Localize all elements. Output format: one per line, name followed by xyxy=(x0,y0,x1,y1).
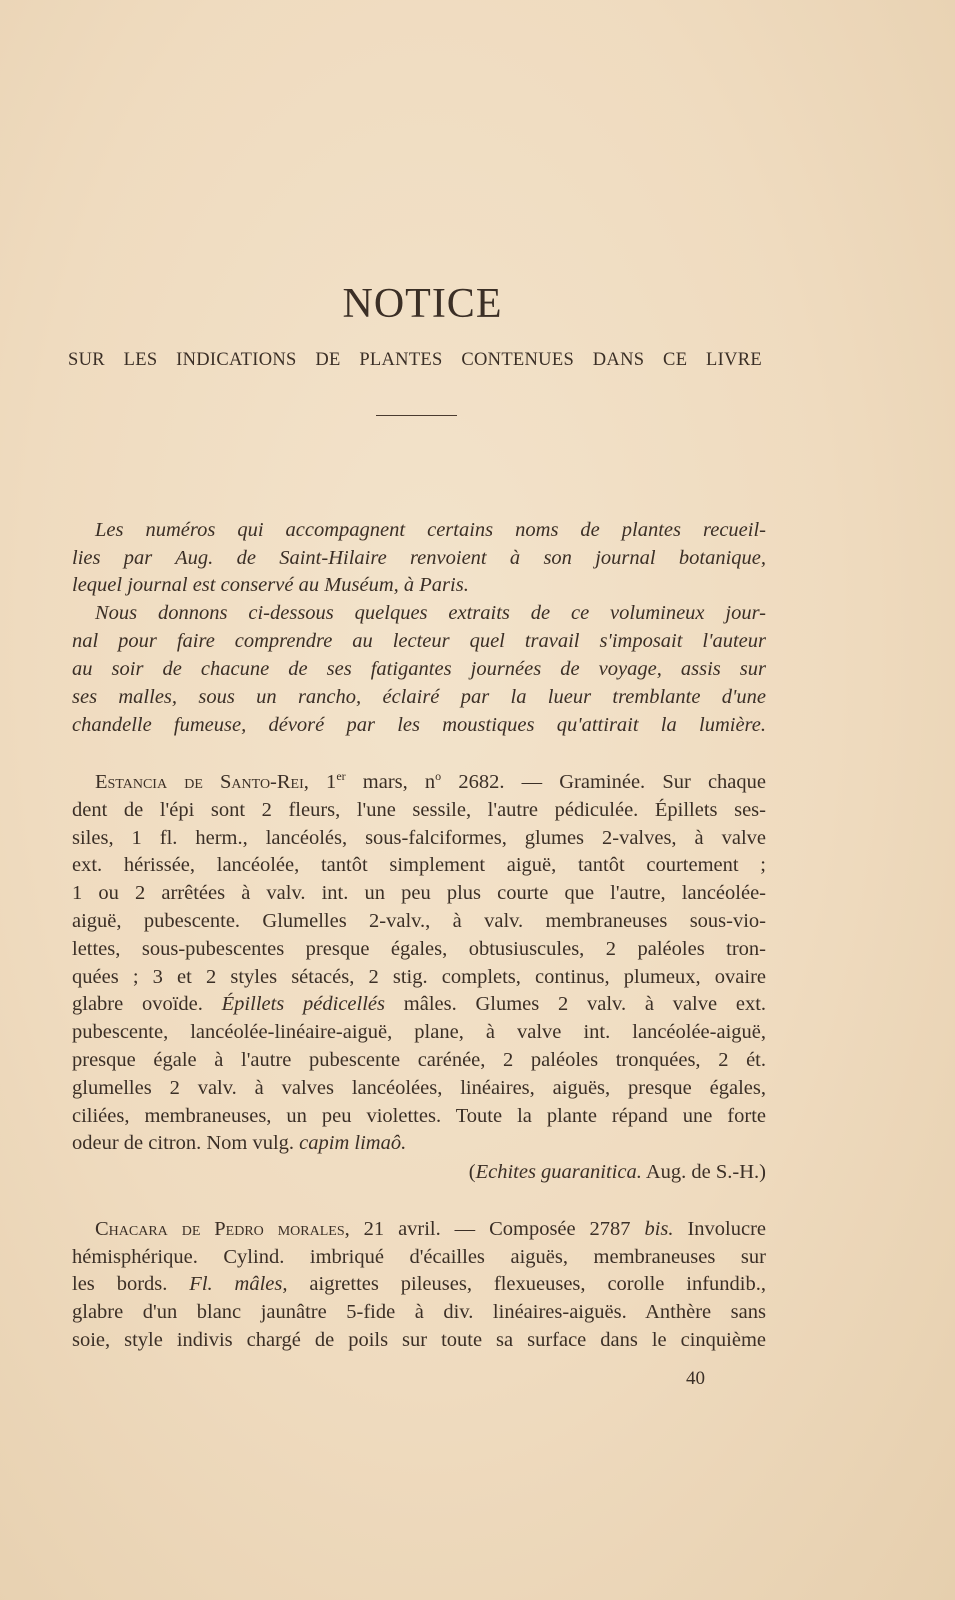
paragraph-1-line xyxy=(95,518,766,542)
text-segment: Aug. de S.-H.) xyxy=(641,1161,766,1183)
paragraph-4-line xyxy=(72,1272,766,1296)
text-segment: bis. xyxy=(644,1218,674,1240)
paragraph-2-line xyxy=(95,601,766,625)
text-segment: Les numéros qui accompagnent certains noms de plantes recueil- xyxy=(95,519,766,541)
text-segment: ses malles, sous un rancho, éclairé par la lueur tremblante d'une xyxy=(72,686,766,708)
text-segment: , 21 avril. — Composée 2787 xyxy=(344,1218,645,1240)
text-segment: presque égale à l'autre pubescente carénée, 2 paléoles tronquées, 2 ét. xyxy=(72,1049,766,1071)
text-segment: glabre d'un blanc jaunâtre 5-fide à div. linéaires-aiguës. Anthère sans xyxy=(72,1301,766,1323)
text-segment: nal pour faire comprendre au lecteur quel travail s'imposait l'auteur xyxy=(72,630,766,652)
paragraph-3-line xyxy=(72,798,766,822)
text-segment: Chacara de Pedro morales xyxy=(95,1218,345,1240)
text-segment: Épillets pédicellés xyxy=(221,993,386,1015)
text-segment: aigrettes pileuses, flexueuses, corolle infundib., xyxy=(287,1273,767,1295)
text-segment: , 1 xyxy=(303,771,337,793)
text-segment: Involucre xyxy=(673,1218,766,1240)
text-segment: Echites guaranitica. xyxy=(475,1161,642,1183)
paragraph-3-line xyxy=(72,965,766,989)
text-segment: 1 ou 2 arrêtées à valv. int. un peu plus courte que l'autre, lancéolée- xyxy=(72,882,766,904)
text-segment: les bords. xyxy=(72,1273,190,1295)
text-segment: pubescente, lancéolée-linéaire-aiguë, plane, à valve int. lancéolée-aiguë, xyxy=(72,1021,766,1043)
page-number: 40 xyxy=(686,1368,705,1389)
page-subtitle: SUR LES INDICATIONS DE PLANTES CONTENUES DANS CE LIVRE xyxy=(68,350,762,370)
text-segment: dent de l'épi sont 2 fleurs, l'une sessile, l'autre pédiculée. Épillets ses- xyxy=(72,799,766,821)
text-segment: ciliées, membraneuses, un peu violettes. Toute la plante répand une forte xyxy=(72,1105,766,1127)
paragraph-3-line xyxy=(72,1020,766,1044)
text-segment: soie, style indivis chargé de poils sur toute sa surface dans le cinquième xyxy=(72,1329,766,1351)
paragraph-3-line xyxy=(72,1131,766,1155)
paragraph-3-line xyxy=(72,1076,766,1100)
text-segment: chandelle fumeuse, dévoré par les moustiques qu'attirait la lumière. xyxy=(72,714,766,736)
text-segment: au soir de chacune de ses fatigantes journées de voyage, assis sur xyxy=(72,658,766,680)
paragraph-4-line xyxy=(72,1300,766,1324)
text-segment: Estancia de Santo-Rei xyxy=(95,771,304,793)
paragraph-1-line xyxy=(72,546,766,570)
text-segment: ( xyxy=(468,1161,476,1183)
paragraph-3-line xyxy=(72,1048,766,1072)
text-segment: mâles. Glumes 2 valv. à valve ext. xyxy=(385,993,767,1015)
text-segment: hémisphérique. Cylind. imbriqué d'écailles aiguës, membraneuses sur xyxy=(72,1246,766,1268)
paragraph-2-line xyxy=(72,713,766,737)
paragraph-3-line xyxy=(72,1160,766,1184)
paragraph-3-line xyxy=(72,826,766,850)
paragraph-2-line xyxy=(72,685,766,709)
paragraph-3-line xyxy=(72,1104,766,1128)
text-segment: lies par Aug. de Saint-Hilaire renvoient à son journal botanique, xyxy=(72,547,766,569)
text-segment: glumelles 2 valv. à valves lancéolées, linéaires, aiguës, presque égales, xyxy=(72,1077,766,1099)
page-title: NOTICE xyxy=(342,281,503,327)
paragraph-3-line xyxy=(72,992,766,1016)
text-segment: ext. hérissée, lancéolée, tantôt simplement aiguë, tantôt courtement ; xyxy=(72,854,766,876)
text-segment: lequel journal est conservé au Muséum, à Paris. xyxy=(72,574,469,596)
paragraph-2-line xyxy=(72,629,766,653)
text-segment: o xyxy=(435,769,442,784)
title-rule-divider xyxy=(376,415,457,416)
paragraph-4-line xyxy=(72,1328,766,1352)
paragraph-3-line xyxy=(72,881,766,905)
text-segment: Fl. mâles, xyxy=(189,1273,288,1295)
paragraph-2-line xyxy=(72,657,766,681)
paragraph-1-line xyxy=(72,573,766,597)
text-segment: odeur de citron. Nom vulg. xyxy=(72,1132,300,1154)
text-segment: lettes, sous-pubescentes presque égales, obtusiuscules, 2 paléoles tron- xyxy=(72,938,766,960)
text-segment: siles, 1 fl. herm., lancéolés, sous-falciformes, glumes 2-valves, à valve xyxy=(72,827,766,849)
paragraph-4-line xyxy=(95,1217,766,1241)
paragraph-3-line xyxy=(72,853,766,877)
paragraph-3-line xyxy=(72,937,766,961)
text-segment: mars, n xyxy=(345,771,436,793)
paragraph-4-line xyxy=(72,1245,766,1269)
text-segment: capim limaô. xyxy=(299,1132,407,1154)
text-segment: er xyxy=(336,769,346,784)
paragraph-3-line xyxy=(72,909,766,933)
text-segment: 2682. — Graminée. Sur chaque xyxy=(441,771,767,793)
text-segment: quées ; 3 et 2 styles sétacés, 2 stig. complets, continus, plumeux, ovaire xyxy=(72,966,766,988)
text-segment: glabre ovoïde. xyxy=(72,993,222,1015)
text-segment: aiguë, pubescente. Glumelles 2-valv., à valv. membraneuses sous-vio- xyxy=(72,910,766,932)
paragraph-3-line xyxy=(95,770,766,794)
text-segment: Nous donnons ci-dessous quelques extraits de ce volumineux jour- xyxy=(95,602,766,624)
